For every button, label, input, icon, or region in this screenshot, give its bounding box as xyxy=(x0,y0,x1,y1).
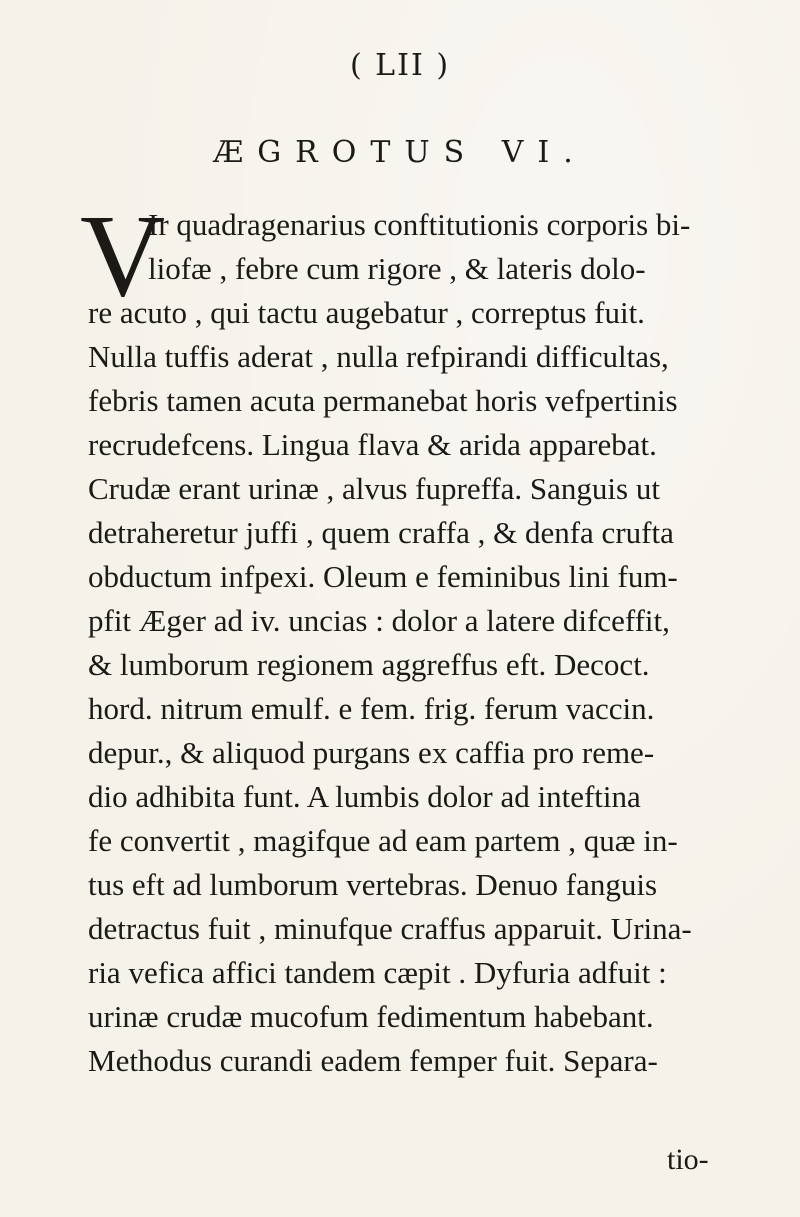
drop-capital: V xyxy=(80,190,166,321)
text-line: liofæ , febre cum rigore , & lateris dolo- xyxy=(148,251,646,286)
chapter-heading: ÆGROTUS VI. xyxy=(213,135,587,170)
text-line: recrudefcens. Lingua flava & arida apparebat. xyxy=(88,427,657,462)
text-line: febris tamen acuta permanebat horis vefpertinis xyxy=(88,383,678,418)
text-line: re acuto , qui tactu augebatur , correptus fuit. xyxy=(88,295,645,330)
text-line: Ir quadragenarius conftitutionis corporis bi- xyxy=(148,207,691,242)
text-line: Crudæ erant urinæ , alvus fupreffa. Sanguis ut xyxy=(88,471,660,506)
text-line: detractus fuit , minufque craffus apparuit. Urina- xyxy=(88,911,692,946)
text-line: urinæ crudæ mucofum fedimentum habebant. xyxy=(88,999,654,1034)
text-line: tus eft ad lumborum vertebras. Denuo fanguis xyxy=(88,867,658,902)
page-number: ( LII ) xyxy=(349,48,451,83)
text-line: fe convertit , magifque ad eam partem , quæ in- xyxy=(88,823,678,858)
text-line: hord. nitrum emulf. e fem. frig. ferum vaccin. xyxy=(88,691,655,726)
text-line: obductum infpexi. Oleum e feminibus lini fum- xyxy=(88,559,678,594)
catchword: tio- xyxy=(667,1143,709,1176)
text-line: dio adhibita funt. A lumbis dolor ad inteftina xyxy=(88,779,641,814)
text-line: Nulla tuffis aderat , nulla refpirandi difficultas, xyxy=(88,339,669,374)
text-line: Methodus curandi eadem femper fuit. Separa- xyxy=(88,1043,658,1078)
text-line: pfit Æger ad iv. uncias : dolor a latere difceffit, xyxy=(88,603,670,638)
text-line: & lumborum regionem aggreffus eft. Decoct. xyxy=(88,647,650,682)
text-line: depur., & aliquod purgans ex caffia pro reme- xyxy=(88,735,655,770)
text-line: ria vefica affici tandem cæpit . Dyfuria adfuit : xyxy=(88,955,667,990)
text-line: detraheretur juffi , quem craffa , & denfa crufta xyxy=(88,515,674,550)
